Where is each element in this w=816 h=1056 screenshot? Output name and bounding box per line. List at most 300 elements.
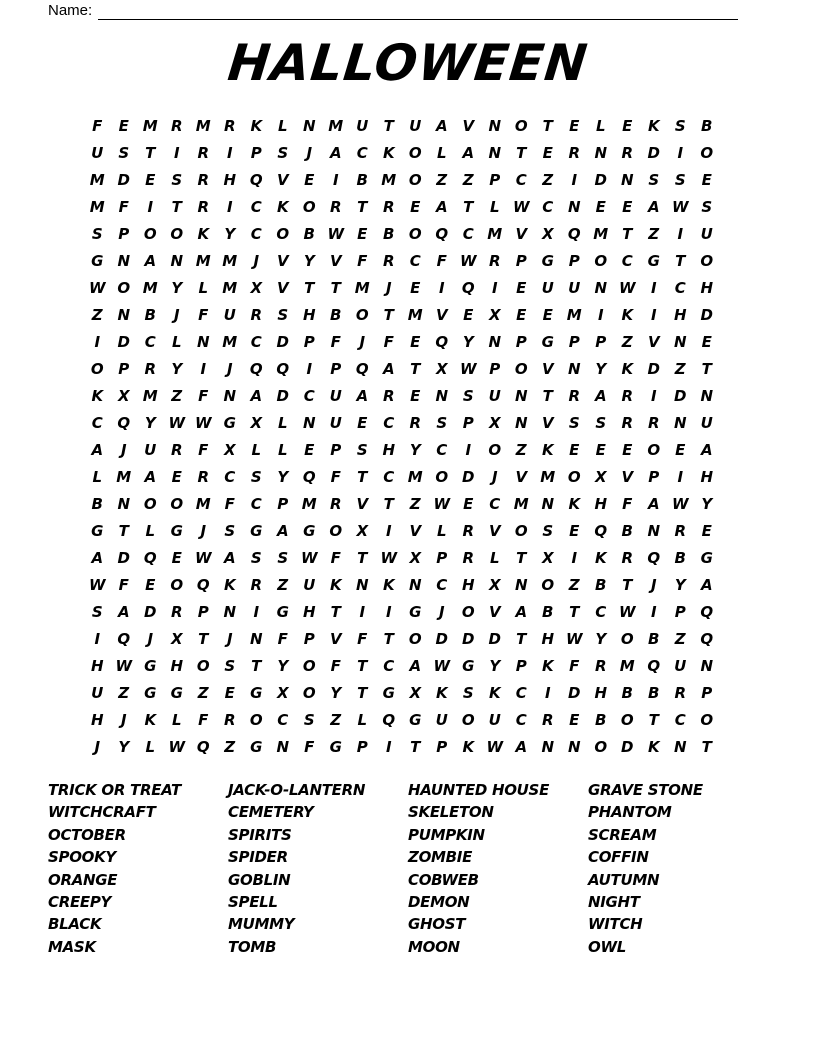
grid-letter[interactable]: R bbox=[541, 711, 554, 729]
grid-letter[interactable]: K bbox=[568, 495, 581, 513]
grid-letter[interactable]: I bbox=[597, 306, 604, 324]
grid-letter[interactable]: N bbox=[567, 360, 581, 378]
grid-letter[interactable]: Q bbox=[117, 630, 131, 648]
grid-letter[interactable]: T bbox=[330, 279, 341, 297]
grid-letter[interactable]: R bbox=[223, 711, 236, 729]
grid-letter[interactable]: J bbox=[226, 360, 233, 378]
grid-letter[interactable]: I bbox=[200, 360, 207, 378]
grid-letter[interactable]: C bbox=[489, 495, 501, 513]
grid-letter[interactable]: Q bbox=[647, 657, 661, 675]
grid-letter[interactable]: V bbox=[488, 603, 501, 621]
grid-letter[interactable]: P bbox=[515, 252, 527, 270]
grid-letter[interactable]: U bbox=[541, 279, 554, 297]
grid-letter[interactable]: Z bbox=[330, 711, 342, 729]
grid-letter[interactable]: A bbox=[117, 603, 130, 621]
grid-letter[interactable]: K bbox=[91, 387, 104, 405]
grid-letter[interactable]: N bbox=[700, 387, 714, 405]
grid-letter[interactable]: G bbox=[700, 549, 713, 567]
grid-letter[interactable]: A bbox=[647, 495, 660, 513]
grid-letter[interactable]: S bbox=[118, 144, 130, 162]
grid-letter[interactable]: B bbox=[383, 225, 395, 243]
grid-letter[interactable]: J bbox=[94, 738, 101, 756]
grid-letter[interactable]: J bbox=[120, 711, 127, 729]
grid-letter[interactable]: V bbox=[329, 630, 342, 648]
grid-letter[interactable]: K bbox=[435, 684, 448, 702]
grid-letter[interactable]: M bbox=[593, 225, 609, 243]
grid-letter[interactable]: K bbox=[594, 549, 607, 567]
grid-letter[interactable]: N bbox=[276, 738, 290, 756]
grid-letter[interactable]: S bbox=[277, 306, 289, 324]
grid-letter[interactable]: P bbox=[303, 630, 315, 648]
grid-letter[interactable]: U bbox=[488, 387, 501, 405]
grid-letter[interactable]: P bbox=[277, 495, 289, 513]
grid-letter[interactable]: E bbox=[622, 198, 633, 216]
grid-letter[interactable]: C bbox=[409, 252, 421, 270]
grid-letter[interactable]: Q bbox=[647, 549, 661, 567]
grid-letter[interactable]: L bbox=[489, 549, 500, 567]
grid-letter[interactable]: M bbox=[407, 306, 423, 324]
grid-letter[interactable]: O bbox=[143, 225, 157, 243]
grid-letter[interactable]: H bbox=[90, 711, 104, 729]
grid-letter[interactable]: V bbox=[276, 279, 289, 297]
grid-letter[interactable]: P bbox=[436, 738, 448, 756]
grid-letter[interactable]: E bbox=[569, 117, 580, 135]
grid-letter[interactable]: Q bbox=[117, 414, 131, 432]
grid-letter[interactable]: P bbox=[568, 333, 580, 351]
grid-letter[interactable]: E bbox=[304, 171, 315, 189]
grid-letter[interactable]: R bbox=[674, 684, 687, 702]
grid-letter[interactable]: G bbox=[303, 522, 316, 540]
grid-letter[interactable]: T bbox=[622, 576, 633, 594]
grid-letter[interactable]: V bbox=[435, 306, 448, 324]
grid-letter[interactable]: D bbox=[117, 333, 130, 351]
grid-letter[interactable]: R bbox=[170, 117, 183, 135]
grid-letter[interactable]: E bbox=[410, 198, 421, 216]
grid-letter[interactable]: W bbox=[168, 738, 186, 756]
grid-letter[interactable]: H bbox=[223, 171, 237, 189]
grid-letter[interactable]: Q bbox=[700, 630, 714, 648]
grid-letter[interactable]: N bbox=[488, 144, 502, 162]
grid-letter[interactable]: F bbox=[569, 657, 580, 675]
grid-letter[interactable]: O bbox=[541, 576, 555, 594]
grid-letter[interactable]: U bbox=[144, 441, 157, 459]
grid-letter[interactable]: M bbox=[195, 495, 211, 513]
grid-letter[interactable]: D bbox=[276, 387, 289, 405]
grid-letter[interactable]: Y bbox=[595, 630, 607, 648]
grid-letter[interactable]: N bbox=[355, 576, 369, 594]
grid-letter[interactable]: M bbox=[142, 387, 158, 405]
grid-letter[interactable]: V bbox=[276, 252, 289, 270]
grid-letter[interactable]: G bbox=[144, 684, 157, 702]
grid-letter[interactable]: Q bbox=[196, 576, 210, 594]
grid-letter[interactable]: G bbox=[144, 657, 157, 675]
grid-letter[interactable]: O bbox=[408, 171, 422, 189]
grid-letter[interactable]: J bbox=[438, 603, 445, 621]
grid-letter[interactable]: W bbox=[168, 414, 186, 432]
grid-letter[interactable]: N bbox=[117, 495, 131, 513]
grid-letter[interactable]: K bbox=[647, 738, 660, 756]
grid-letter[interactable]: M bbox=[487, 225, 503, 243]
grid-letter[interactable]: H bbox=[700, 468, 714, 486]
grid-letter[interactable]: R bbox=[223, 117, 236, 135]
grid-letter[interactable]: Q bbox=[461, 279, 475, 297]
grid-letter[interactable]: T bbox=[516, 144, 527, 162]
grid-letter[interactable]: X bbox=[541, 225, 554, 243]
grid-letter[interactable]: A bbox=[329, 144, 342, 162]
grid-letter[interactable]: C bbox=[515, 171, 527, 189]
grid-letter[interactable]: H bbox=[700, 279, 714, 297]
grid-letter[interactable]: S bbox=[356, 441, 368, 459]
name-field[interactable] bbox=[48, 0, 748, 20]
grid-letter[interactable]: A bbox=[594, 387, 607, 405]
grid-letter[interactable]: A bbox=[700, 576, 713, 594]
grid-letter[interactable]: X bbox=[276, 684, 289, 702]
grid-letter[interactable]: T bbox=[330, 603, 341, 621]
grid-letter[interactable]: I bbox=[438, 279, 445, 297]
grid-letter[interactable]: V bbox=[515, 468, 528, 486]
grid-letter[interactable]: W bbox=[565, 630, 583, 648]
grid-letter[interactable]: O bbox=[276, 225, 290, 243]
grid-letter[interactable]: P bbox=[197, 603, 209, 621]
grid-letter[interactable]: T bbox=[569, 603, 580, 621]
grid-letter[interactable]: C bbox=[674, 279, 686, 297]
grid-letter[interactable]: W bbox=[618, 603, 636, 621]
grid-letter[interactable]: B bbox=[91, 495, 103, 513]
grid-letter[interactable]: O bbox=[302, 684, 316, 702]
grid-letter[interactable]: S bbox=[91, 603, 103, 621]
grid-letter[interactable]: R bbox=[197, 198, 210, 216]
grid-letter[interactable]: N bbox=[170, 252, 184, 270]
grid-letter[interactable]: Z bbox=[674, 630, 686, 648]
grid-letter[interactable]: T bbox=[675, 252, 686, 270]
grid-letter[interactable]: I bbox=[650, 306, 657, 324]
grid-letter[interactable]: T bbox=[304, 279, 315, 297]
grid-letter[interactable]: N bbox=[620, 171, 634, 189]
grid-letter[interactable]: I bbox=[94, 333, 101, 351]
grid-letter[interactable]: A bbox=[435, 198, 448, 216]
grid-letter[interactable]: G bbox=[223, 414, 236, 432]
grid-letter[interactable]: I bbox=[571, 171, 578, 189]
grid-letter[interactable]: Q bbox=[302, 468, 316, 486]
grid-letter[interactable]: C bbox=[144, 333, 156, 351]
grid-letter[interactable]: S bbox=[91, 225, 103, 243]
grid-letter[interactable]: J bbox=[253, 252, 260, 270]
grid-letter[interactable]: N bbox=[117, 252, 131, 270]
grid-letter[interactable]: Z bbox=[462, 171, 474, 189]
grid-letter[interactable]: G bbox=[409, 711, 422, 729]
grid-letter[interactable]: P bbox=[595, 333, 607, 351]
grid-letter[interactable]: A bbox=[515, 738, 528, 756]
grid-letter[interactable]: M bbox=[222, 333, 238, 351]
grid-letter[interactable]: O bbox=[249, 711, 263, 729]
grid-letter[interactable]: I bbox=[465, 441, 472, 459]
grid-letter[interactable]: V bbox=[329, 252, 342, 270]
grid-letter[interactable]: F bbox=[330, 468, 341, 486]
grid-letter[interactable]: Y bbox=[144, 414, 156, 432]
grid-letter[interactable]: R bbox=[197, 468, 210, 486]
grid-letter[interactable]: E bbox=[542, 306, 553, 324]
grid-letter[interactable]: B bbox=[595, 711, 607, 729]
grid-letter[interactable]: D bbox=[568, 684, 581, 702]
grid-letter[interactable]: H bbox=[90, 657, 104, 675]
grid-letter[interactable]: P bbox=[118, 225, 130, 243]
grid-letter[interactable]: G bbox=[276, 603, 289, 621]
grid-letter[interactable]: D bbox=[488, 630, 501, 648]
grid-letter[interactable]: C bbox=[621, 252, 633, 270]
grid-letter[interactable]: T bbox=[701, 360, 712, 378]
grid-letter[interactable]: E bbox=[701, 171, 712, 189]
grid-letter[interactable]: W bbox=[433, 495, 451, 513]
grid-letter[interactable]: D bbox=[144, 603, 157, 621]
grid-letter[interactable]: Q bbox=[143, 549, 157, 567]
grid-letter[interactable]: S bbox=[224, 522, 236, 540]
grid-letter[interactable]: P bbox=[462, 414, 474, 432]
grid-letter[interactable]: F bbox=[198, 387, 209, 405]
grid-letter[interactable]: D bbox=[594, 171, 607, 189]
grid-letter[interactable]: Y bbox=[330, 684, 342, 702]
grid-letter[interactable]: N bbox=[647, 522, 661, 540]
grid-letter[interactable]: F bbox=[436, 252, 447, 270]
grid-letter[interactable]: C bbox=[224, 468, 236, 486]
grid-letter[interactable]: F bbox=[330, 657, 341, 675]
grid-letter[interactable]: T bbox=[171, 198, 182, 216]
grid-letter[interactable]: M bbox=[89, 171, 105, 189]
grid-letter[interactable]: S bbox=[648, 171, 660, 189]
grid-letter[interactable]: C bbox=[383, 468, 395, 486]
grid-letter[interactable]: R bbox=[170, 441, 183, 459]
grid-letter[interactable]: N bbox=[488, 333, 502, 351]
grid-letter[interactable]: L bbox=[251, 441, 262, 459]
grid-letter[interactable]: H bbox=[594, 495, 608, 513]
grid-letter[interactable]: J bbox=[147, 630, 154, 648]
grid-letter[interactable]: D bbox=[117, 171, 130, 189]
grid-letter[interactable]: O bbox=[700, 144, 714, 162]
grid-letter[interactable]: R bbox=[568, 144, 581, 162]
grid-letter[interactable]: B bbox=[303, 225, 315, 243]
grid-letter[interactable]: P bbox=[436, 549, 448, 567]
grid-letter[interactable]: W bbox=[618, 279, 636, 297]
grid-letter[interactable]: E bbox=[516, 306, 527, 324]
grid-letter[interactable]: K bbox=[621, 360, 634, 378]
grid-letter[interactable]: R bbox=[621, 414, 634, 432]
grid-letter[interactable]: E bbox=[410, 387, 421, 405]
grid-letter[interactable]: T bbox=[542, 117, 553, 135]
grid-letter[interactable]: N bbox=[223, 603, 237, 621]
grid-letter[interactable]: W bbox=[459, 360, 477, 378]
grid-letter[interactable]: Z bbox=[542, 171, 554, 189]
grid-letter[interactable]: Q bbox=[196, 738, 210, 756]
grid-letter[interactable]: L bbox=[277, 117, 288, 135]
grid-letter[interactable]: T bbox=[516, 630, 527, 648]
grid-letter[interactable]: T bbox=[542, 387, 553, 405]
grid-letter[interactable]: G bbox=[647, 252, 660, 270]
grid-letter[interactable]: I bbox=[677, 144, 684, 162]
grid-letter[interactable]: O bbox=[514, 360, 528, 378]
grid-letter[interactable]: X bbox=[223, 441, 236, 459]
grid-letter[interactable]: W bbox=[512, 198, 530, 216]
grid-letter[interactable]: I bbox=[650, 387, 657, 405]
grid-letter[interactable]: O bbox=[461, 711, 475, 729]
grid-letter[interactable]: O bbox=[488, 441, 502, 459]
grid-letter[interactable]: X bbox=[409, 549, 422, 567]
grid-letter[interactable]: U bbox=[223, 306, 236, 324]
grid-letter[interactable]: U bbox=[674, 657, 687, 675]
grid-letter[interactable]: R bbox=[250, 576, 263, 594]
grid-letter[interactable]: P bbox=[515, 333, 527, 351]
grid-letter[interactable]: A bbox=[144, 252, 157, 270]
grid-letter[interactable]: O bbox=[143, 495, 157, 513]
grid-letter[interactable]: E bbox=[516, 279, 527, 297]
grid-letter[interactable]: A bbox=[356, 387, 369, 405]
grid-letter[interactable]: N bbox=[700, 657, 714, 675]
grid-letter[interactable]: R bbox=[382, 252, 395, 270]
grid-letter[interactable]: I bbox=[226, 198, 233, 216]
grid-letter[interactable]: H bbox=[541, 630, 555, 648]
grid-letter[interactable]: F bbox=[304, 738, 315, 756]
grid-letter[interactable]: M bbox=[407, 468, 423, 486]
grid-letter[interactable]: E bbox=[171, 549, 182, 567]
grid-letter[interactable]: H bbox=[382, 441, 396, 459]
grid-letter[interactable]: D bbox=[117, 549, 130, 567]
grid-letter[interactable]: F bbox=[224, 495, 235, 513]
grid-letter[interactable]: F bbox=[198, 306, 209, 324]
grid-letter[interactable]: N bbox=[249, 630, 263, 648]
grid-letter[interactable]: O bbox=[461, 603, 475, 621]
grid-letter[interactable]: T bbox=[357, 468, 368, 486]
grid-letter[interactable]: L bbox=[92, 468, 103, 486]
grid-letter[interactable]: Z bbox=[568, 576, 580, 594]
grid-letter[interactable]: G bbox=[250, 684, 263, 702]
grid-letter[interactable]: Z bbox=[224, 738, 236, 756]
grid-letter[interactable]: T bbox=[516, 549, 527, 567]
grid-letter[interactable]: Z bbox=[515, 441, 527, 459]
grid-letter[interactable]: M bbox=[354, 279, 370, 297]
grid-letter[interactable]: C bbox=[250, 495, 262, 513]
grid-letter[interactable]: R bbox=[621, 387, 634, 405]
grid-letter[interactable]: S bbox=[277, 549, 289, 567]
grid-letter[interactable]: V bbox=[515, 225, 528, 243]
grid-letter[interactable]: A bbox=[435, 117, 448, 135]
grid-letter[interactable]: W bbox=[194, 549, 212, 567]
grid-letter[interactable]: A bbox=[409, 657, 422, 675]
grid-letter[interactable]: V bbox=[541, 414, 554, 432]
grid-letter[interactable]: X bbox=[356, 522, 369, 540]
grid-letter[interactable]: T bbox=[118, 522, 129, 540]
grid-letter[interactable]: P bbox=[489, 360, 501, 378]
grid-letter[interactable]: D bbox=[647, 144, 660, 162]
grid-letter[interactable]: U bbox=[568, 279, 581, 297]
grid-letter[interactable]: N bbox=[117, 306, 131, 324]
grid-letter[interactable]: C bbox=[674, 711, 686, 729]
grid-letter[interactable]: B bbox=[621, 684, 633, 702]
grid-letter[interactable]: K bbox=[197, 225, 210, 243]
grid-letter[interactable]: I bbox=[385, 738, 392, 756]
grid-letter[interactable]: S bbox=[250, 468, 262, 486]
grid-letter[interactable]: Y bbox=[701, 495, 713, 513]
grid-letter[interactable]: R bbox=[329, 198, 342, 216]
grid-letter[interactable]: I bbox=[571, 549, 578, 567]
grid-letter[interactable]: J bbox=[226, 630, 233, 648]
grid-letter[interactable]: E bbox=[542, 144, 553, 162]
grid-letter[interactable]: J bbox=[385, 279, 392, 297]
grid-letter[interactable]: O bbox=[329, 522, 343, 540]
grid-letter[interactable]: S bbox=[171, 171, 183, 189]
grid-letter[interactable]: R bbox=[621, 549, 634, 567]
grid-letter[interactable]: B bbox=[356, 171, 368, 189]
grid-letter[interactable]: C bbox=[383, 657, 395, 675]
grid-letter[interactable]: Y bbox=[303, 252, 315, 270]
grid-letter[interactable]: P bbox=[568, 252, 580, 270]
name-underline[interactable] bbox=[98, 6, 738, 20]
grid-letter[interactable]: W bbox=[194, 414, 212, 432]
grid-letter[interactable]: Q bbox=[249, 171, 263, 189]
grid-letter[interactable]: K bbox=[462, 738, 475, 756]
grid-letter[interactable]: T bbox=[463, 198, 474, 216]
grid-letter[interactable]: A bbox=[91, 549, 104, 567]
grid-letter[interactable]: H bbox=[302, 603, 316, 621]
grid-letter[interactable]: Q bbox=[435, 225, 449, 243]
grid-letter[interactable]: F bbox=[198, 711, 209, 729]
grid-letter[interactable]: M bbox=[142, 279, 158, 297]
grid-letter[interactable]: P bbox=[674, 603, 686, 621]
grid-letter[interactable]: X bbox=[409, 684, 422, 702]
grid-letter[interactable]: L bbox=[436, 522, 447, 540]
word-search-grid[interactable] bbox=[84, 113, 734, 761]
grid-letter[interactable]: S bbox=[277, 144, 289, 162]
grid-letter[interactable]: B bbox=[648, 684, 660, 702]
grid-letter[interactable]: T bbox=[410, 738, 421, 756]
grid-letter[interactable]: C bbox=[303, 387, 315, 405]
grid-letter[interactable]: W bbox=[300, 549, 318, 567]
grid-letter[interactable]: W bbox=[671, 198, 689, 216]
grid-letter[interactable]: Y bbox=[171, 279, 183, 297]
grid-letter[interactable]: S bbox=[674, 117, 686, 135]
grid-letter[interactable]: O bbox=[514, 117, 528, 135]
grid-letter[interactable]: V bbox=[621, 468, 634, 486]
grid-letter[interactable]: R bbox=[594, 657, 607, 675]
grid-letter[interactable]: B bbox=[648, 630, 660, 648]
grid-letter[interactable]: B bbox=[595, 576, 607, 594]
grid-letter[interactable]: U bbox=[409, 117, 422, 135]
grid-letter[interactable]: G bbox=[541, 252, 554, 270]
grid-letter[interactable]: G bbox=[170, 684, 183, 702]
grid-letter[interactable]: T bbox=[357, 684, 368, 702]
grid-letter[interactable]: O bbox=[647, 441, 661, 459]
grid-letter[interactable]: R bbox=[382, 387, 395, 405]
grid-letter[interactable]: Q bbox=[435, 333, 449, 351]
grid-letter[interactable]: V bbox=[409, 522, 422, 540]
grid-letter[interactable]: C bbox=[250, 225, 262, 243]
grid-letter[interactable]: S bbox=[542, 522, 554, 540]
grid-letter[interactable]: I bbox=[650, 279, 657, 297]
grid-letter[interactable]: G bbox=[462, 657, 475, 675]
grid-letter[interactable]: L bbox=[277, 441, 288, 459]
grid-letter[interactable]: T bbox=[198, 630, 209, 648]
grid-letter[interactable]: M bbox=[195, 117, 211, 135]
grid-letter[interactable]: E bbox=[569, 522, 580, 540]
grid-letter[interactable]: S bbox=[224, 657, 236, 675]
grid-letter[interactable]: T bbox=[145, 144, 156, 162]
grid-letter[interactable]: Y bbox=[277, 657, 289, 675]
grid-letter[interactable]: F bbox=[198, 441, 209, 459]
grid-letter[interactable]: K bbox=[541, 657, 554, 675]
grid-letter[interactable]: W bbox=[115, 657, 133, 675]
grid-letter[interactable]: E bbox=[595, 441, 606, 459]
grid-letter[interactable]: J bbox=[200, 522, 207, 540]
grid-letter[interactable]: C bbox=[462, 225, 474, 243]
grid-letter[interactable]: Y bbox=[489, 657, 501, 675]
grid-letter[interactable]: P bbox=[356, 738, 368, 756]
